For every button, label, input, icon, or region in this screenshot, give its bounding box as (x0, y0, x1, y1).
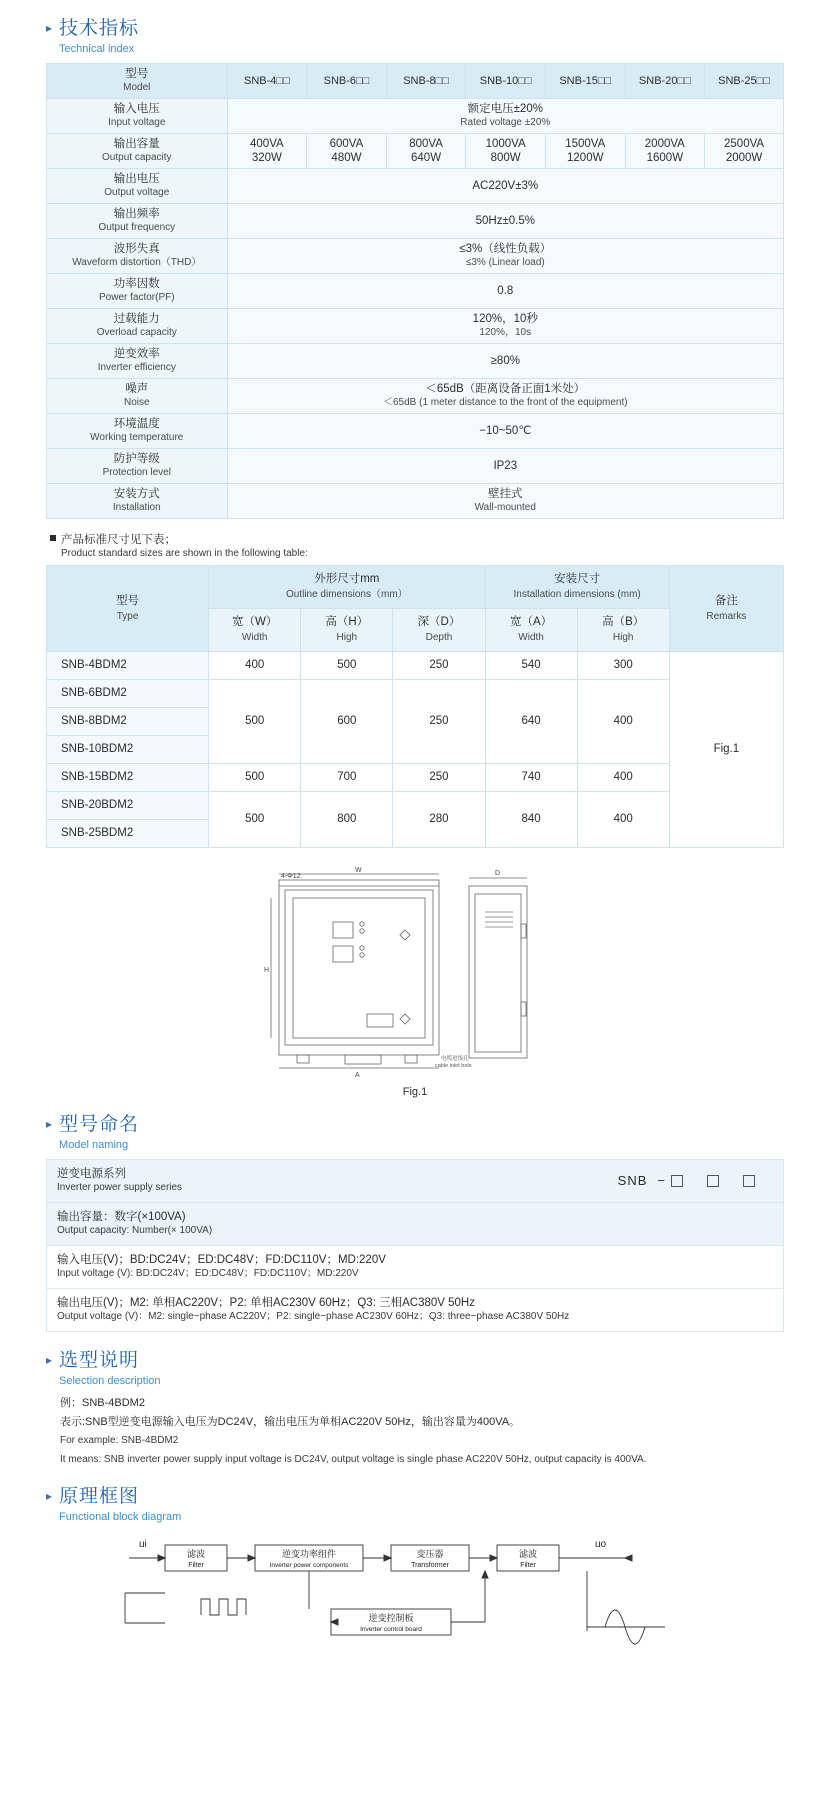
tech-row-value-4: ≤3%（线性负载） ≤3% (Linear load) (227, 239, 783, 274)
bullet-square-icon (50, 535, 56, 541)
sizes-w-group-1: 500 (209, 680, 301, 764)
naming-output-cn: 输出电压(V)；M2: 单相AC220V；P2: 单相AC230V 60Hz；Q3: 三相AC380V 50Hz (57, 1297, 475, 1309)
naming-row-output-voltage (47, 1289, 783, 1331)
tech-model-4: SNB-15□□ (545, 64, 625, 99)
sizes-a-group-1: 640 (485, 680, 577, 764)
naming-code-box-2 (707, 1175, 719, 1187)
table-row (47, 99, 784, 134)
section-title-block-en: Functional block diagram (59, 1511, 182, 1523)
sizes-subheader-depth: 深（D） Depth (393, 609, 485, 652)
tech-header-label (47, 64, 228, 99)
block-box-2-en: Transformer (411, 1562, 449, 1569)
tech-row-label-5: 功率因数 Power factor(PF) (47, 274, 228, 309)
sizes-model-3: SNB-10BDM2 (47, 736, 209, 764)
table-row (47, 484, 784, 519)
section-header-selection (46, 1350, 784, 1389)
sizes-subheader-install-high: 高（B） High (577, 609, 669, 652)
sizes-h-group-5: 800 (301, 792, 393, 848)
sizes-h-4: 700 (301, 764, 393, 792)
tech-row-value-7: ≥80% (227, 344, 783, 379)
tech-row-value-9: −10~50℃ (227, 414, 783, 449)
selection-description-body (46, 1395, 784, 1468)
tech-row-value-6: 120%，10秒 120%，10s (227, 309, 783, 344)
tech-row-value-11: 壁挂式 Wall-mounted (227, 484, 783, 519)
block-box-1-cn: 逆变功率组件 (281, 1549, 337, 1559)
selection-example-en: For example: SNB-4BDM2 (60, 1435, 179, 1446)
tech-model-5: SNB-20□□ (625, 64, 705, 99)
tech-row-label-0: 输入电压 Input voltage (47, 99, 228, 134)
tech-row-value-10: IP23 (227, 449, 783, 484)
dim-label-h: H (264, 967, 270, 974)
naming-row-series (47, 1160, 783, 1203)
sizes-d-group-5: 280 (393, 792, 485, 848)
tech-row-label-1: 输出容量 Output capacity (47, 134, 228, 169)
block-box-3-en: Filter (520, 1562, 536, 1569)
section-title-naming-en: Model naming (59, 1139, 129, 1151)
block-box-2-cn: 变压器 (416, 1549, 444, 1559)
section-title-selection-cn: 选型说明 (59, 1350, 140, 1371)
section-arrow-icon: ▸ (46, 1117, 53, 1131)
sizes-header-outline: 外形尺寸mm Outline dimensions（mm） (209, 566, 485, 609)
note-en: Product standard sizes are shown in the following table: (61, 548, 308, 559)
tech-row-value-0: 额定电压±20% Rated voltage ±20% (227, 99, 783, 134)
tech-row-label-11: 安装方式 Installation (47, 484, 228, 519)
figure-caption: Fig.1 (402, 1086, 428, 1098)
cable-inlet-label-cn: 电缆进线孔 (441, 1056, 469, 1062)
section-title-block-cn: 原理框图 (59, 1486, 140, 1507)
tech-model-1: SNB-6□□ (307, 64, 387, 99)
sizes-b-4: 400 (577, 764, 669, 792)
block-box-1-en: Inverter power components (269, 1562, 349, 1569)
sizes-d-4: 250 (393, 764, 485, 792)
sizes-subheader-width: 宽（W） Width (209, 609, 301, 652)
cable-inlet-label-en: cable inlet hole (435, 1063, 472, 1069)
tech-row-value-8: ＜65dB（距离设备正面1米处） ＜65dB (1 meter distance to the front of the equipment) (227, 379, 783, 414)
tech-header-label-en: Model (123, 82, 151, 93)
cabinet-drawing-svg (245, 864, 585, 1079)
sizes-subheader-high: 高（H） High (301, 609, 393, 652)
note-cn: 产品标准尺寸见下表； (61, 534, 176, 546)
block-box-4-en: Inverter control board (360, 1626, 422, 1633)
table-row (47, 169, 784, 204)
naming-series-en: Inverter power supply series (57, 1182, 183, 1193)
sizes-b-group-1: 400 (577, 680, 669, 764)
sizes-model-0: SNB-4BDM2 (47, 652, 209, 680)
dim-label-hole: 4-Φ12 (281, 873, 301, 880)
naming-row-capacity (47, 1203, 783, 1246)
sizes-a-0: 540 (485, 652, 577, 680)
tech-capacity-3: 1000VA 800W (466, 134, 546, 169)
block-output-label: uo (595, 1539, 607, 1550)
table-row (47, 344, 784, 379)
sizes-w-group-5: 500 (209, 792, 301, 848)
sizes-model-4: SNB-15BDM2 (47, 764, 209, 792)
technical-index-table (46, 63, 784, 519)
tech-row-label-7: 逆变效率 Inverter efficiency (47, 344, 228, 379)
section-title-technical-en: Technical index (59, 43, 135, 55)
tech-row-label-2: 输出电压 Output voltage (47, 169, 228, 204)
naming-input-cn: 输入电压(V)；BD:DC24V；ED:DC48V；FD:DC110V；MD:220V (57, 1254, 386, 1266)
sizes-header-remarks: 备注 Remarks (669, 566, 783, 652)
sizes-b-group-5: 400 (577, 792, 669, 848)
sizes-h-0: 500 (301, 652, 393, 680)
naming-code-box-1 (671, 1175, 683, 1187)
block-box-4-cn: 逆变控制板 (368, 1613, 414, 1623)
sizes-d-0: 250 (393, 652, 485, 680)
sizes-w-0: 400 (209, 652, 301, 680)
dim-label-d: D (495, 870, 501, 877)
sizes-a-4: 740 (485, 764, 577, 792)
naming-input-en: Input voltage (V): BD:DC24V；ED:DC48V；FD:DC110V；MD:220V (57, 1268, 359, 1279)
tech-row-label-9: 环境温度 Working temperature (47, 414, 228, 449)
table-row (47, 204, 784, 239)
naming-code-snb: SNB (617, 1173, 648, 1188)
tech-row-label-6: 过载能力 Overload capacity (47, 309, 228, 344)
block-box-3-cn: 滤波 (518, 1549, 538, 1559)
block-box-0-en: Filter (188, 1562, 204, 1569)
section-title-naming-cn: 型号命名 (59, 1114, 140, 1135)
sizes-remarks: Fig.1 (669, 652, 783, 848)
sizes-b-0: 300 (577, 652, 669, 680)
naming-capacity-en: Output capacity: Number(× 100VA) (57, 1225, 213, 1236)
section-arrow-icon: ▸ (46, 1489, 53, 1503)
section-arrow-icon: ▸ (46, 21, 53, 35)
table-row (47, 566, 784, 609)
tech-model-6: SNB-25□□ (705, 64, 784, 99)
naming-capacity-cn: 输出容量：数字(×100VA) (57, 1211, 186, 1223)
naming-output-en: Output voltage (V)：M2: single−phase AC220V；P2: single−phase AC230V 60Hz；Q3: three−phase AC380V 50Hz (57, 1311, 570, 1322)
tech-capacity-1: 600VA 480W (307, 134, 387, 169)
tech-capacity-2: 800VA 640W (386, 134, 466, 169)
selection-example-line: 例：SNB-4BDM2 (60, 1397, 145, 1409)
table-row (47, 239, 784, 274)
functional-block-diagram (46, 1531, 784, 1656)
tech-row-value-3: 50Hz±0.5% (227, 204, 783, 239)
table-row (47, 274, 784, 309)
block-diagram-svg (105, 1531, 725, 1651)
table-row (47, 652, 784, 680)
dim-label-w: W (355, 867, 362, 874)
tech-capacity-4: 1500VA 1200W (545, 134, 625, 169)
table-row (47, 379, 784, 414)
table-row (47, 64, 784, 99)
model-naming-block (46, 1159, 784, 1332)
tech-row-value-5: 0.8 (227, 274, 783, 309)
cabinet-drawing (46, 864, 784, 1098)
block-input-label: ui (139, 1539, 147, 1550)
naming-code-box-3 (743, 1175, 755, 1187)
tech-capacity-5: 2000VA 1600W (625, 134, 705, 169)
sizes-d-group-1: 250 (393, 680, 485, 764)
section-title-selection-en: Selection description (59, 1375, 161, 1387)
tech-model-3: SNB-10□□ (466, 64, 546, 99)
tech-row-value-2: AC220V±3% (227, 169, 783, 204)
tech-row-label-10: 防护等级 Protection level (47, 449, 228, 484)
table-row (47, 414, 784, 449)
tech-row-label-3: 输出频率 Output frequency (47, 204, 228, 239)
section-header-block (46, 1486, 784, 1525)
naming-row-input-voltage (47, 1246, 783, 1289)
section-header-naming (46, 1114, 784, 1153)
selection-meaning-cn: 表示:SNB型逆变电源输入电压为DC24V，输出电压为单相AC220V 50Hz，输出容量为400VA。 (60, 1416, 521, 1428)
tech-header-label-cn: 型号 (125, 68, 149, 80)
tech-model-2: SNB-8□□ (386, 64, 466, 99)
sizes-model-5: SNB-20BDM2 (47, 792, 209, 820)
selection-meaning-en: It means: SNB inverter power supply input voltage is DC24V, output voltage is single phase AC220V 50Hz, output capacity is 400VA. (60, 1454, 647, 1465)
tech-model-0: SNB-4□□ (227, 64, 307, 99)
section-title-technical-cn: 技术指标 (59, 18, 140, 39)
section-header-technical (46, 18, 784, 57)
sizes-h-group-1: 600 (301, 680, 393, 764)
sizes-a-group-5: 840 (485, 792, 577, 848)
tech-capacity-0: 400VA 320W (227, 134, 307, 169)
dim-label-a: A (355, 1072, 360, 1079)
block-box-0-cn: 滤波 (186, 1549, 206, 1559)
sizes-subheader-install-width: 宽（A） Width (485, 609, 577, 652)
table-row (47, 309, 784, 344)
sizes-model-1: SNB-6BDM2 (47, 680, 209, 708)
naming-code-dash: − (657, 1173, 665, 1188)
standard-size-note (50, 533, 784, 561)
table-row (47, 449, 784, 484)
tech-row-label-4: 波形失真 Waveform distortion（THD） (47, 239, 228, 274)
sizes-model-6: SNB-25BDM2 (47, 820, 209, 848)
section-arrow-icon: ▸ (46, 1353, 53, 1367)
sizes-header-type: 型号 Type (47, 566, 209, 652)
sizes-w-4: 500 (209, 764, 301, 792)
tech-row-label-8: 噪声 Noise (47, 379, 228, 414)
sizes-model-2: SNB-8BDM2 (47, 708, 209, 736)
tech-capacity-6: 2500VA 2000W (705, 134, 784, 169)
standard-sizes-table (46, 565, 784, 848)
sizes-header-install: 安装尺寸 Installation dimensions (mm) (485, 566, 669, 609)
naming-series-cn: 逆变电源系列 (57, 1168, 126, 1180)
table-row (47, 134, 784, 169)
